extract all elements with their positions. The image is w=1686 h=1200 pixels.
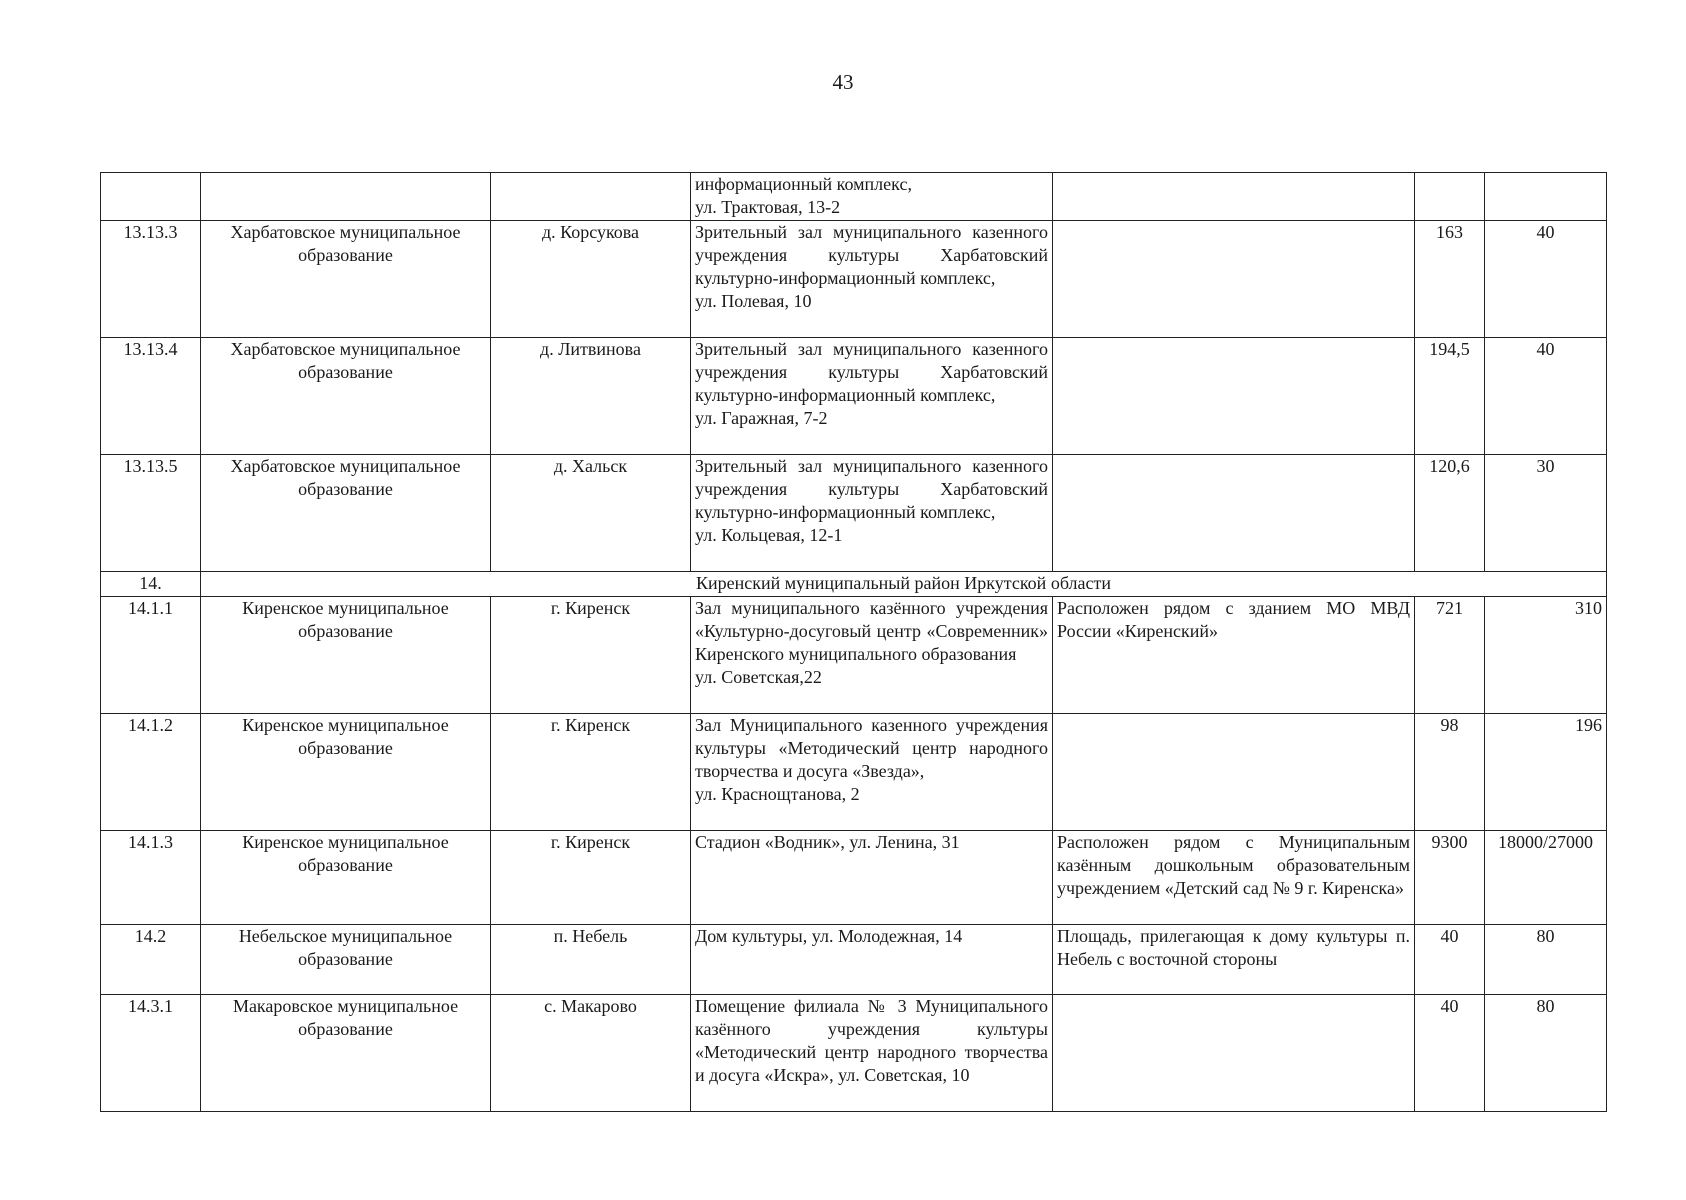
capacity-cell: 196 bbox=[1485, 714, 1607, 831]
venue-cell bbox=[691, 173, 1053, 221]
capacity-cell: 30 bbox=[1485, 455, 1607, 572]
municipality-cell: Киренское муниципальное образование bbox=[201, 831, 491, 925]
note-cell bbox=[1053, 995, 1415, 1112]
settlement-cell: п. Небель bbox=[491, 925, 691, 995]
settlement-cell: д. Корсукова bbox=[491, 221, 691, 338]
settlement-cell: г. Киренск bbox=[491, 831, 691, 925]
venue-cell bbox=[691, 831, 1053, 925]
venue-text: Дом культуры, ул. Молодежная, 14 bbox=[695, 926, 963, 946]
venue-address: ул. Полевая, 10 bbox=[695, 291, 812, 311]
venue-address: ул. Трактовая, 13-2 bbox=[695, 197, 841, 217]
capacity-cell: 40 bbox=[1485, 221, 1607, 338]
table-row bbox=[101, 995, 1607, 1112]
venues-table bbox=[100, 172, 1607, 1112]
capacity-cell: 80 bbox=[1485, 925, 1607, 995]
row-number-cell: 14.1.2 bbox=[101, 714, 201, 831]
note-cell bbox=[1053, 221, 1415, 338]
municipality-cell: Харбатовское муниципальное образование bbox=[201, 455, 491, 572]
municipality-cell: Киренское муниципальное образование bbox=[201, 597, 491, 714]
capacity-cell: 18000/27000 bbox=[1485, 831, 1607, 925]
row-number-cell: 13.13.4 bbox=[101, 338, 201, 455]
venue-text: Зрительный зал муниципального казенного учреждения культуры Харбатовский культурно-информационный комплекс, bbox=[695, 456, 1048, 522]
venue-text: Зал муниципального казённого учреждения «Культурно-досуговый центр «Современник» Киренского муниципального образования bbox=[695, 598, 1048, 664]
capacity-cell: 80 bbox=[1485, 995, 1607, 1112]
table-row bbox=[101, 173, 1607, 221]
capacity-cell: 310 bbox=[1485, 597, 1607, 714]
table-row bbox=[101, 597, 1607, 714]
venue-text: информационный комплекс, bbox=[695, 174, 912, 194]
settlement-cell: д. Хальск bbox=[491, 455, 691, 572]
table-row bbox=[101, 831, 1607, 925]
venue-cell bbox=[691, 995, 1053, 1112]
area-cell: 163 bbox=[1415, 221, 1485, 338]
municipality-cell: Небельское муниципальное образование bbox=[201, 925, 491, 995]
venue-cell bbox=[691, 597, 1053, 714]
area-cell: 120,6 bbox=[1415, 455, 1485, 572]
area-cell: 98 bbox=[1415, 714, 1485, 831]
venue-cell bbox=[691, 714, 1053, 831]
venue-text: Зрительный зал муниципального казенного учреждения культуры Харбатовский культурно-информационный комплекс, bbox=[695, 222, 1048, 288]
row-number-cell: 13.13.5 bbox=[101, 455, 201, 572]
area-cell: 40 bbox=[1415, 925, 1485, 995]
venue-text: Стадион «Водник», ул. Ленина, 31 bbox=[695, 832, 960, 852]
venue-cell bbox=[691, 338, 1053, 455]
settlement-cell: г. Киренск bbox=[491, 714, 691, 831]
venue-address: ул. Гаражная, 7-2 bbox=[695, 408, 828, 428]
note-cell bbox=[1053, 173, 1415, 221]
row-number-cell: 13.13.3 bbox=[101, 221, 201, 338]
municipality-cell bbox=[201, 173, 491, 221]
venue-text: Зрительный зал муниципального казенного учреждения культуры Харбатовский культурно-информационный комплекс, bbox=[695, 339, 1048, 405]
capacity-cell: 40 bbox=[1485, 338, 1607, 455]
table-row bbox=[101, 221, 1607, 338]
municipality-cell: Харбатовское муниципальное образование bbox=[201, 338, 491, 455]
note-cell: Расположен рядом с зданием МО МВД России «Киренский» bbox=[1053, 597, 1415, 714]
section-title: Киренский муниципальный район Иркутской области bbox=[201, 572, 1607, 597]
area-cell: 40 bbox=[1415, 995, 1485, 1112]
venue-address: ул. Краснощтанова, 2 bbox=[695, 784, 860, 804]
area-cell bbox=[1415, 173, 1485, 221]
row-number-cell: 14.2 bbox=[101, 925, 201, 995]
row-number-cell: 14.3.1 bbox=[101, 995, 201, 1112]
table-row bbox=[101, 338, 1607, 455]
section-row bbox=[101, 572, 1607, 597]
section-number-cell: 14. bbox=[101, 572, 201, 597]
venue-cell bbox=[691, 455, 1053, 572]
note-cell bbox=[1053, 338, 1415, 455]
venue-text: Помещение филиала № 3 Муниципального казённого учреждения культуры «Методический центр народного творчества и досуга «Искра», ул. Советская, 10 bbox=[695, 996, 1048, 1085]
note-cell: Площадь, прилегающая к дому культуры п. Небель с восточной стороны bbox=[1053, 925, 1415, 995]
table-row bbox=[101, 455, 1607, 572]
note-cell bbox=[1053, 714, 1415, 831]
venue-address: ул. Советская,22 bbox=[695, 667, 822, 687]
page-number: 43 bbox=[832, 70, 854, 94]
row-number-cell bbox=[101, 173, 201, 221]
row-number-cell: 14.1.3 bbox=[101, 831, 201, 925]
municipality-cell: Макаровское муниципальное образование bbox=[201, 995, 491, 1112]
area-cell: 194,5 bbox=[1415, 338, 1485, 455]
capacity-cell bbox=[1485, 173, 1607, 221]
settlement-cell: с. Макарово bbox=[491, 995, 691, 1112]
note-cell bbox=[1053, 455, 1415, 572]
area-cell: 9300 bbox=[1415, 831, 1485, 925]
settlement-cell: д. Литвинова bbox=[491, 338, 691, 455]
municipality-cell: Харбатовское муниципальное образование bbox=[201, 221, 491, 338]
venue-text: Зал Муниципального казенного учреждения культуры «Методический центр народного творчества и досуга «Звезда», bbox=[695, 715, 1048, 781]
area-cell: 721 bbox=[1415, 597, 1485, 714]
note-cell: Расположен рядом с Муниципальным казённым дошкольным образовательным учреждением «Детский сад № 9 г. Киренска» bbox=[1053, 831, 1415, 925]
row-number-cell: 14.1.1 bbox=[101, 597, 201, 714]
table-row bbox=[101, 925, 1607, 995]
venue-cell bbox=[691, 925, 1053, 995]
venue-cell bbox=[691, 221, 1053, 338]
table-row bbox=[101, 714, 1607, 831]
venue-address: ул. Кольцевая, 12-1 bbox=[695, 525, 843, 545]
settlement-cell: г. Киренск bbox=[491, 597, 691, 714]
settlement-cell bbox=[491, 173, 691, 221]
municipality-cell: Киренское муниципальное образование bbox=[201, 714, 491, 831]
